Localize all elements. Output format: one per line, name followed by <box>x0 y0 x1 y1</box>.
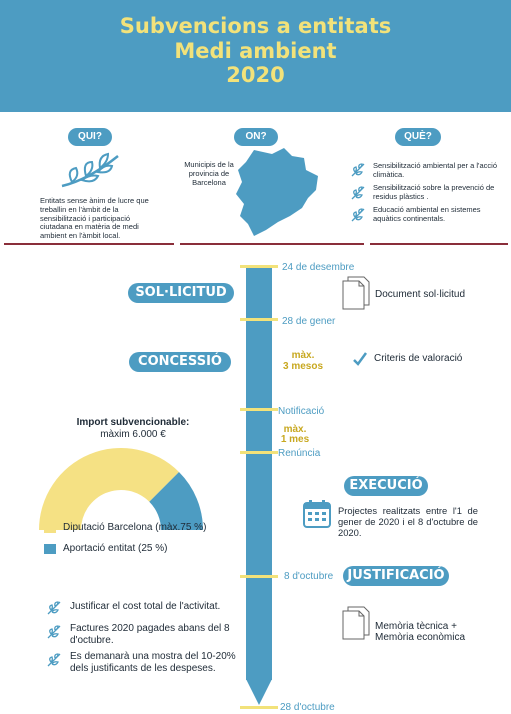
on-pill: ON? <box>234 128 278 146</box>
donut-segment-diputacio <box>39 448 179 530</box>
projectes-text: Projectes realitzats entre l'1 de gener de 2020 i el 8 d'octubre de 2020. <box>338 505 478 538</box>
leaf-icon-que-3 <box>350 207 366 223</box>
qui-underline <box>4 243 174 245</box>
calendar-icon <box>303 500 331 533</box>
bullet-3: Es demanarà una mostra del 10-20% dels justificants de les despeses. <box>70 651 236 674</box>
bullet-1: Justificar el cost total de l'activitat. <box>70 601 221 612</box>
max-label-2b: 1 mes <box>280 434 310 445</box>
max-label-2a: màx. <box>283 424 307 435</box>
justificacio-tag: JUSTIFICACIÓ <box>343 566 449 586</box>
timeline-arrow <box>246 679 272 705</box>
timeline-bar <box>246 266 272 680</box>
tick-end <box>240 706 278 709</box>
tick-gener <box>240 318 278 321</box>
date-start: 24 de desembre <box>282 262 355 273</box>
date-gener: 28 de gener <box>282 316 336 327</box>
header-banner <box>0 0 511 112</box>
leaf-icon-bullet-2 <box>46 624 62 640</box>
leaf-icon-bullet-3 <box>46 652 62 668</box>
qui-pill: QUI? <box>68 128 112 146</box>
title-line-1: Subvencions a entitats <box>119 14 392 38</box>
que-pill: QUÈ? <box>395 128 441 146</box>
on-text: Municipis de la provincia de Barcelona <box>184 160 234 187</box>
leaf-icon-que-2 <box>350 185 366 201</box>
criteris-label: Criteris de valoració <box>374 353 463 364</box>
que-underline <box>370 243 508 245</box>
que-item-3: Educació ambiental en sistemes aquàtics continentals. <box>373 205 481 223</box>
qui-text: Entitats sense ànim de lucre que treballin en l'àmbit de la sensibilització i participació ciutadana en matèria de medi ambient en l'àmbit local. <box>40 196 149 241</box>
title-line-3: 2020 <box>226 63 285 87</box>
leaf-icon-que-1 <box>350 162 366 178</box>
import-line-2: màxim 6.000 € <box>100 429 166 440</box>
tick-renuncia <box>240 451 278 454</box>
que-item-1: Sensibilització ambiental per a l'acció climàtica. <box>373 161 497 179</box>
legend-entitat: Aportació entitat (25 %) <box>63 543 168 554</box>
import-line-1: Import subvencionable: <box>76 417 190 428</box>
max-label-1b: 3 mesos <box>282 361 324 372</box>
document-icon <box>342 276 370 315</box>
legend-swatch-diputacio <box>44 523 56 533</box>
leaf-icon-bullet-1 <box>46 600 62 616</box>
execucio-tag: EXECUCIÓ <box>344 476 428 496</box>
max-label-1a: màx. <box>291 350 315 361</box>
title-line-2: Medi ambient <box>174 39 337 63</box>
leaf-branch-icon <box>58 150 124 190</box>
que-item-2: Sensibilització sobre la prevenció de residus plàstics . <box>373 183 495 201</box>
sollicitud-tag: SOL·LICITUD <box>128 283 234 303</box>
import-donut-chart <box>38 446 204 530</box>
date-renuncia: Renúncia <box>278 448 321 459</box>
legend-diputacio: Diputació Barcelona (màx.75 %) <box>63 522 207 533</box>
memoria-label-1: Memòria tècnica + <box>375 621 457 632</box>
legend-swatch-entitat <box>44 544 56 554</box>
date-end: 28 d'octubre <box>280 702 335 713</box>
checkmark-icon <box>352 351 368 372</box>
memoria-label-2: Memòria econòmica <box>375 632 466 643</box>
concessio-tag: CONCESSIÓ <box>129 352 231 372</box>
date-octubre: 8 d'octubre <box>284 571 334 582</box>
tick-start <box>240 265 278 268</box>
tick-octubre <box>240 575 278 578</box>
tick-notificacio <box>240 408 278 411</box>
on-underline <box>180 243 364 245</box>
memoria-document-icon <box>342 606 370 645</box>
date-notificacio: Notificació <box>278 406 325 417</box>
barcelona-map-icon <box>232 146 322 243</box>
bullet-2: Factures 2020 pagades abans del 8 d'octubre. <box>70 623 230 646</box>
doc-label: Document sol·licitud <box>375 289 466 300</box>
